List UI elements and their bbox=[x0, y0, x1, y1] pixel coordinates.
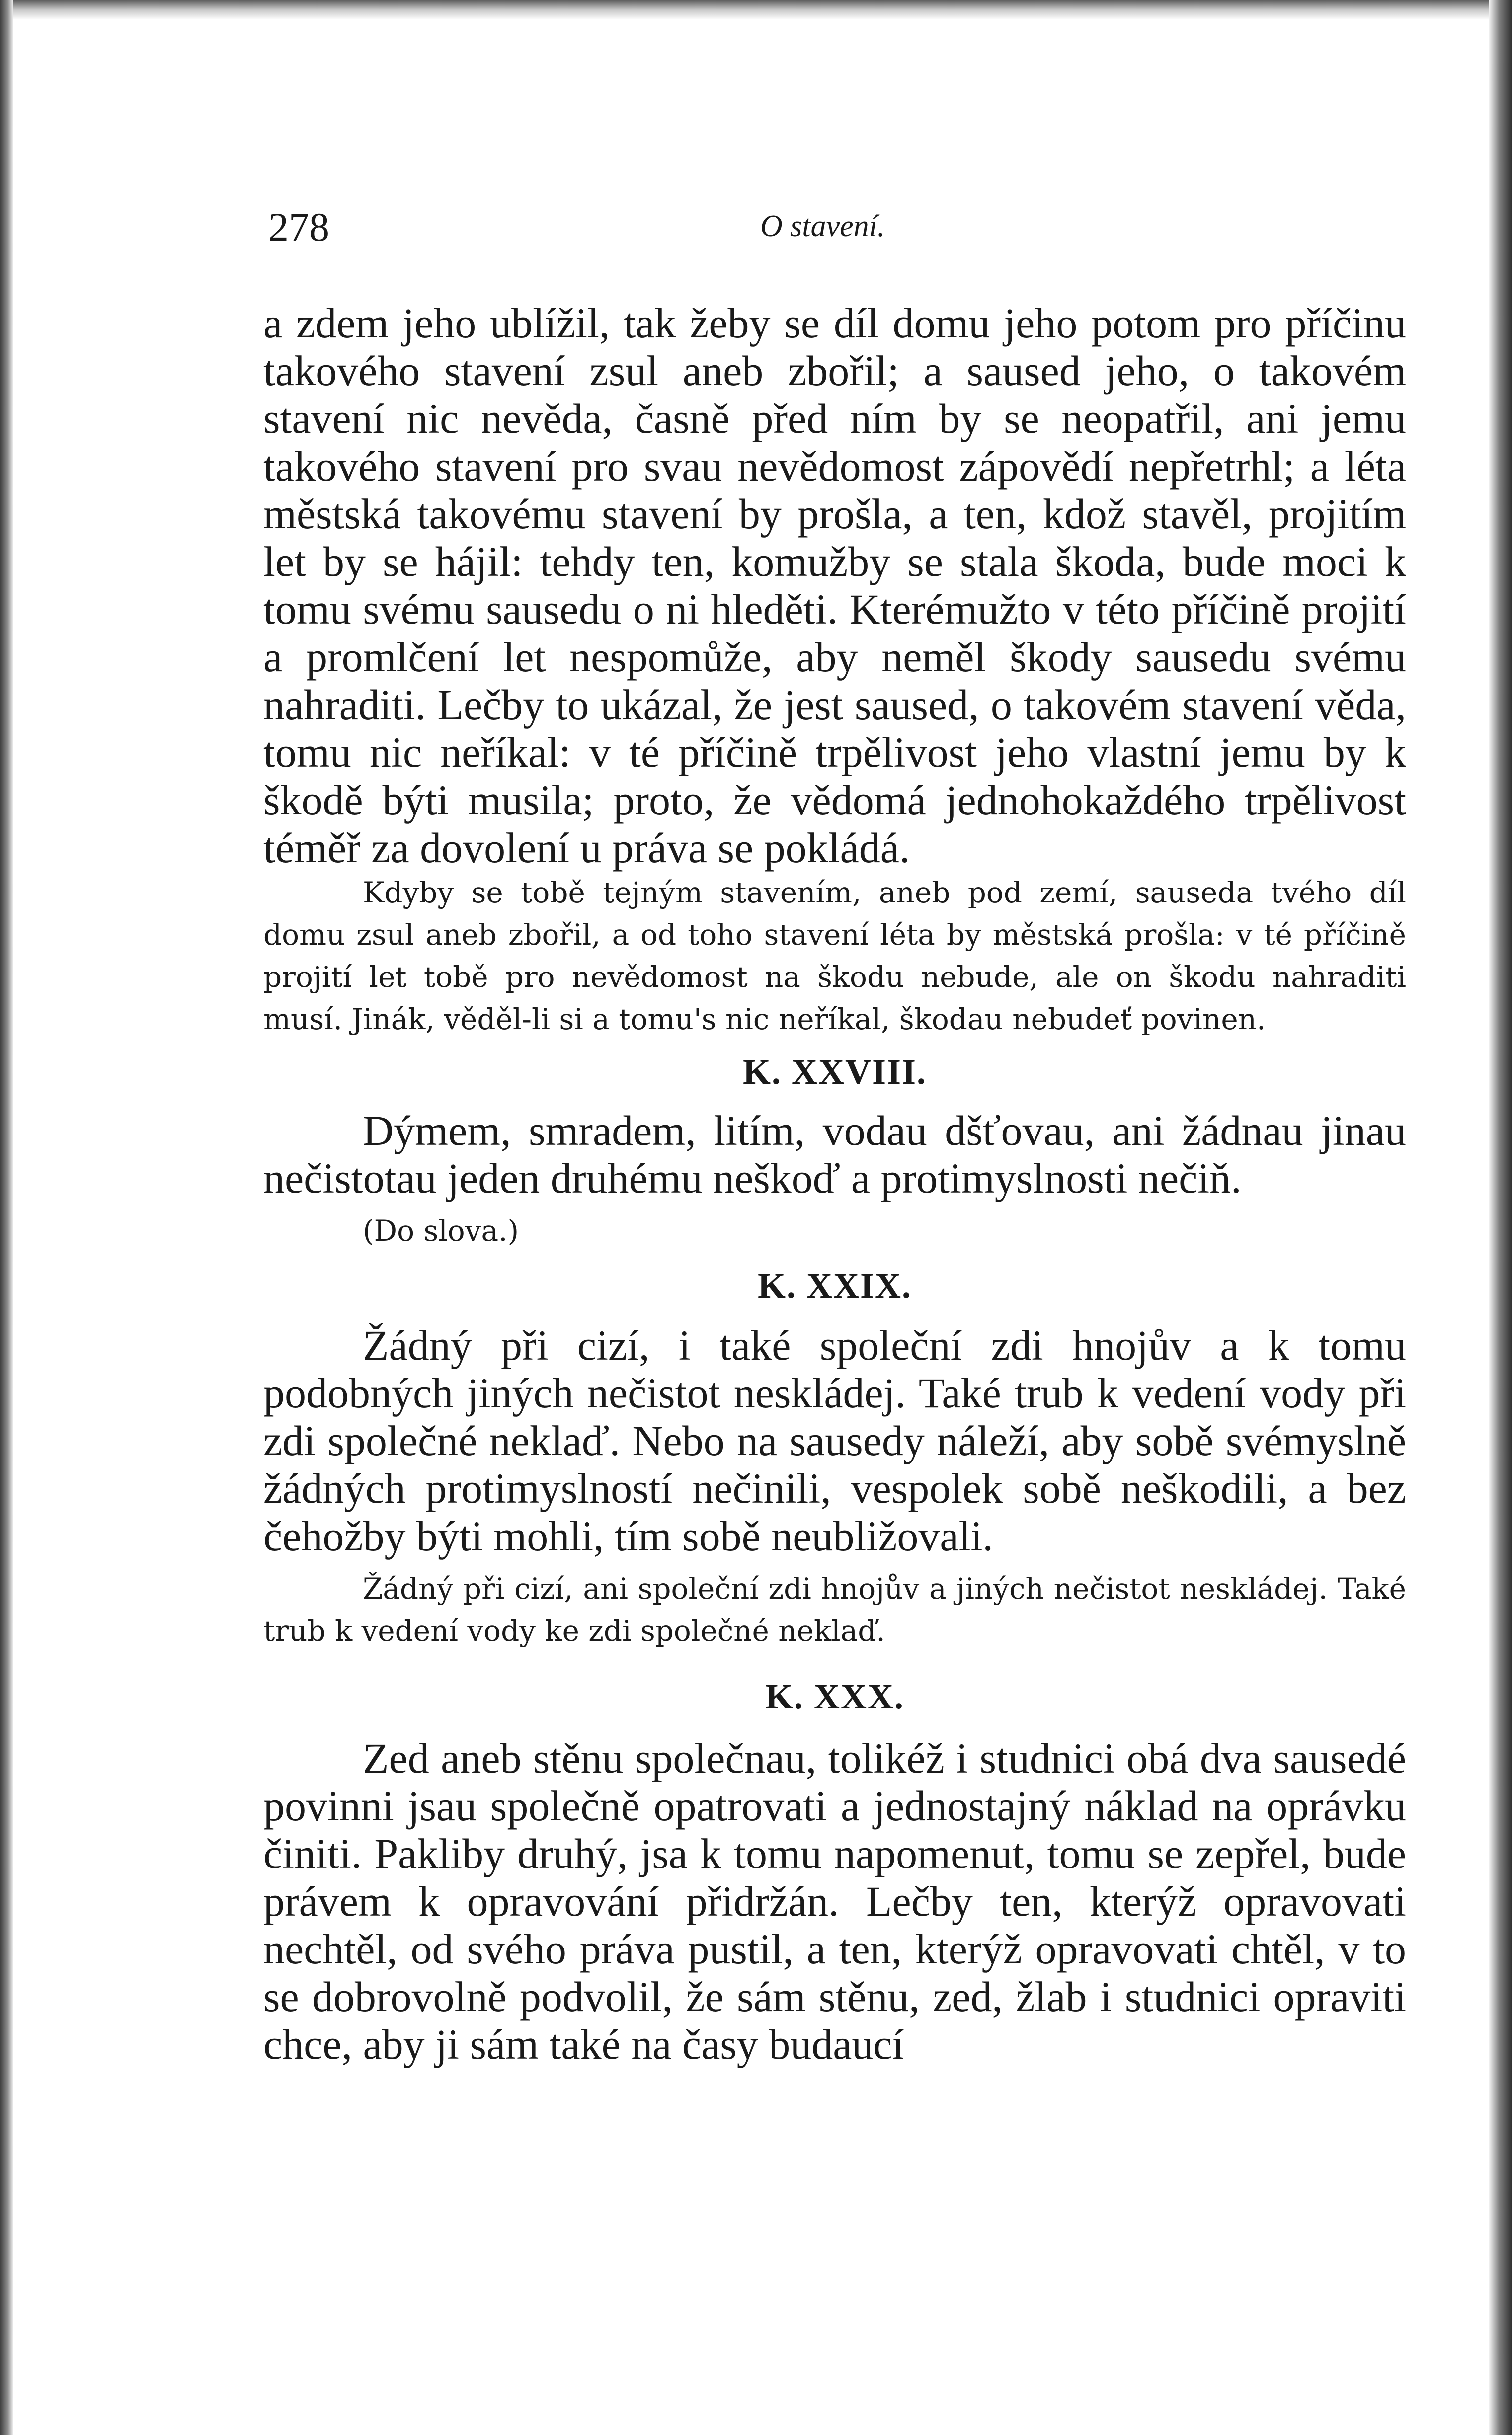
running-title: O stavení. bbox=[760, 209, 885, 243]
scan-edge-left bbox=[0, 0, 13, 2435]
scan-edge-right bbox=[1489, 0, 1512, 2435]
scan-edge-top bbox=[0, 0, 1512, 20]
section-heading-29: K. XXIX. bbox=[757, 1266, 912, 1305]
section-29-note: Žádný při cizí, ani společní zdi hnojův a jiných nečistot neskládej. Také trub k vedení vody ke zdi společné neklaď. bbox=[263, 1572, 1406, 1648]
section-heading-30: K. XXX. bbox=[765, 1677, 904, 1716]
page bbox=[263, 189, 1406, 2068]
section-heading-28: K. XXVIII. bbox=[742, 1052, 927, 1092]
paragraph-continuation: a zdem jeho ublížil, tak žeby se díl domu jeho potom pro příčinu takového stavení zsul aneb zbořil; a saused jeho, o takovém stavení nic nevěda, časně před ním by se neopatřil, ani jemu takového stavení pro svau nevědomost zápovědí nepřetrhl; a léta městská takovému stavení by prošla, a ten, kdož stavěl, projitím let by se hájil: tehdy ten, komužby se stala škoda, bude moci k tomu svému sausedu o ni hleděti. Kterémužto v této příčině projití a promlčení let nespomůže, aby neměl škody sausedu svému nahraditi. Lečby to ukázal, že jest saused, o takovém stavení věda, tomu nic neříkal: v té příčině trpělivost jeho vlastní jemu by k škodě býti musila; proto, že vědomá jednohokaždého trpělivost téměř za dovolení u práva se pokládá. bbox=[263, 299, 1406, 872]
section-28-note: (Do slova.) bbox=[363, 1214, 519, 1248]
section-29-text: Žádný při cizí, i také společní zdi hnojův a k tomu podobných jiných nečistot neskládej. Také trub k vedení vody při zdi společné neklaď. Nebo na sausedy náleží, aby sobě svémyslně žádných protimyslností nečinili, vespolek sobě neškodili, a bez čehožby býti mohli, tím sobě neubližovali. bbox=[263, 1321, 1406, 1560]
page-number: 278 bbox=[268, 204, 329, 249]
summary-note: Kdyby se tobě tejným stavením, aneb pod zemí, sauseda tvého díl domu zsul aneb zbořil, a od toho stavení léta by městská prošla: v té příčině projití let tobě pro nevědomost na škodu nebude, ale on škodu nahraditi musí. Jinák, věděl-li si a tomu's nic neříkal, škodau nebudeť povinen. bbox=[263, 876, 1406, 1036]
page-header bbox=[263, 189, 1406, 253]
section-30-text: Zed aneb stěnu společnau, tolikéž i studnici obá dva sausedé povinni jsau společně opatrovati a jednostajný náklad na oprávku činiti. Pakliby druhý, jsa k tomu napomenut, tomu se zepřel, bude právem k opravování přidržán. Lečby ten, kterýž opravovati nechtěl, od svého práva pustil, a ten, kterýž opravovati chtěl, v to se dobrovolně podvolil, že sám stěnu, zed, žlab i studnici opraviti chce, aby ji sám také na časy budaucí bbox=[263, 1734, 1406, 2068]
section-28-text: Dýmem, smradem, litím, vodau dšťovau, ani žádnau jinau nečistotau jeden druhému neškoď a protimyslnosti nečiň. bbox=[263, 1107, 1406, 1202]
